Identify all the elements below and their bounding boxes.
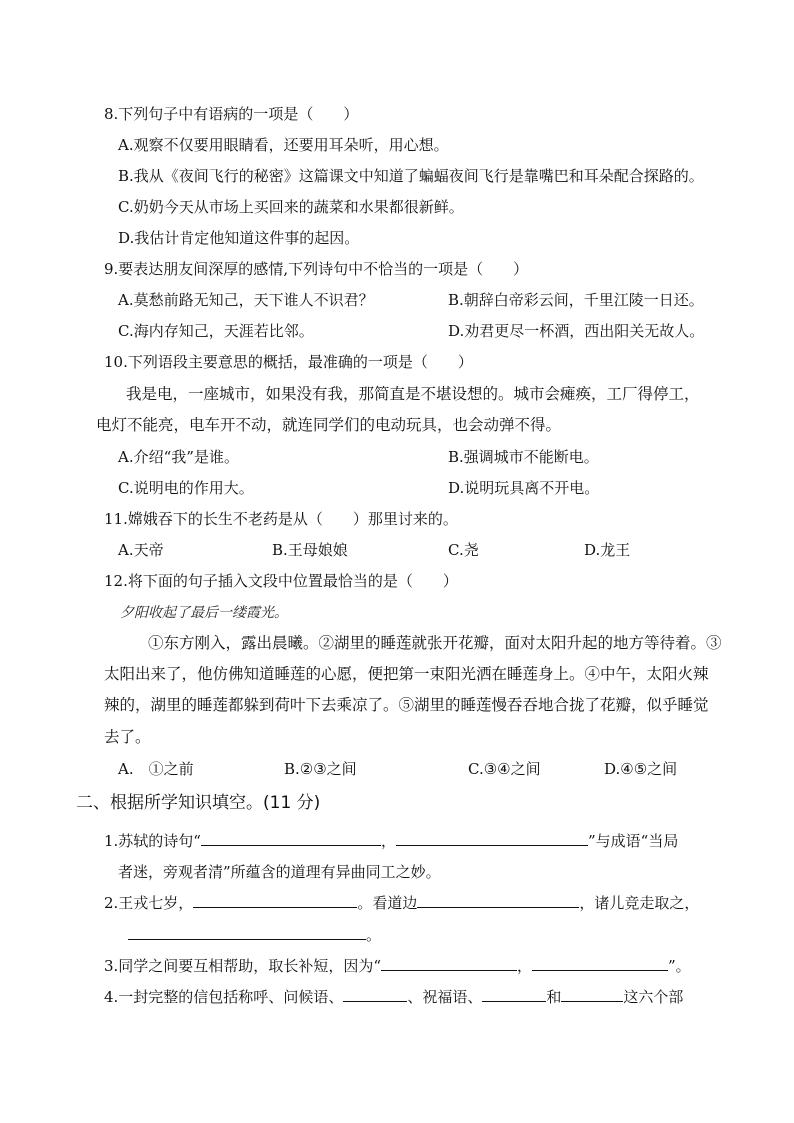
fill-3-blank-b[interactable] [532,956,668,971]
fill-1-blank-a[interactable] [201,831,381,846]
q11-option-a: A.天帝 [118,541,164,559]
q10-passage-line-1: 我是电，一座城市，如果没有我，那简直是不堪设想的。城市会瘫痪，工厂得停工， [126,385,700,403]
q12-option-a: A. ①之前 [118,760,194,778]
q12-passage-line-4: 去了。 [104,728,151,746]
fill-3-blank-a[interactable] [381,956,517,971]
fill-2-mid: 。看道边 [357,894,418,912]
q9-option-c: C.海内存知己，天涯若比邻。 [118,322,314,340]
q9-option-b: B.朝辞白帝彩云间，千里江陵一日还。 [448,291,704,309]
fill-2-line-1 [104,893,699,913]
fill-1-prefix: 1.苏轼的诗句“ [104,832,201,850]
q12-passage-line-1: ①东方刚入，露出晨曦。②湖里的睡莲就张开花瓣，面对太阳升起的地方等待着。③ [148,634,722,652]
q12-passage-line-2: 太阳出来了，他仿佛知道睡莲的心愿，便把第一束阳光洒在睡莲身上。④中午，太阳火辣 [104,665,709,683]
fill-2-end: 。 [366,926,382,944]
fill-4-prefix: 4.一封完整的信包括称呼、问候语、 [104,988,344,1006]
q12-option-d: D.④⑤之间 [604,760,678,778]
fill-4-mid-b: 和 [546,988,562,1006]
fill-3-comma: ， [516,957,532,975]
q12-stem: 12.将下面的句子插入文段中位置最恰当的是（ ） [104,572,458,590]
fill-4-suffix: 这六个部 [623,988,684,1006]
fill-2-suffix: ，诸儿竞走取之， [579,894,700,912]
q9-option-a: A.莫愁前路无知己，天下谁人不识君？ [118,291,374,309]
fill-1-comma: ， [380,832,396,850]
q9-option-d: D.劝君更尽一杯酒，西出阳关无故人。 [448,322,705,340]
fill-4-blank-b[interactable] [482,987,546,1002]
q8-option-b: B.我从《夜间飞行的秘密》这篇课文中知道了蝙蝠夜间飞行是靠嘴巴和耳朵配合探路的。 [118,167,704,185]
fill-1-suffix: ”与成语“当局 [588,832,679,850]
fill-4-mid-a: 、祝福语、 [407,988,483,1006]
q11-option-c: C.尧 [448,541,479,559]
q8-option-d: D.我估计肯定他知道这件事的起因。 [118,229,360,247]
q12-option-b: B.②③之间 [284,760,357,778]
fill-4-line [104,987,683,1007]
q10-passage-line-2: 电灯不能亮，电车开不动，就连同学们的电动玩具，也会动弹不得。 [96,416,562,434]
q11-option-b: B.王母娘娘 [272,541,348,559]
fill-2-prefix: 2.王戎七岁， [104,894,194,912]
q10-option-c: C.说明电的作用大。 [118,479,254,497]
q8-option-c: C.奶奶今天从市场上买回来的蔬菜和水果都很新鲜。 [118,198,464,216]
q8-stem: 8.下列句子中有语病的一项是（ ） [104,105,359,123]
fill-3-line [104,956,691,976]
fill-3-prefix: 3.同学之间要互相帮助，取长补短，因为“ [104,957,381,975]
fill-2-blank-b[interactable] [417,893,579,908]
q10-stem: 10.下列语段主要意思的概括，最准确的一项是（ ） [104,353,473,371]
section-2-title: 二、根据所学知识填空。(11 分) [76,793,321,813]
q12-passage-line-3: 辣的，湖里的睡莲都躲到荷叶下去乘凉了。⑤湖里的睡莲慢吞吞地合拢了花瓣，似乎睡觉 [104,696,709,714]
fill-4-blank-c[interactable] [561,987,623,1002]
q11-option-d: D.龙王 [584,541,631,559]
q12-insert-sentence: 夕阳收起了最后一缕霞光。 [120,605,288,621]
fill-1-line-2: 者迷，旁观者清”所蕴含的道理有异曲同工之妙。 [118,863,441,881]
q8-option-a: A.观察不仅要用眼睛看，还要用耳朵听，用心想。 [118,136,449,154]
fill-4-blank-a[interactable] [343,987,407,1002]
q9-stem: 9.要表达朋友间深厚的感情,下列诗句中不恰当的一项是（ ） [104,260,529,278]
q10-option-a: A.介绍“我”是谁。 [118,448,239,466]
q11-stem: 11.嫦娥吞下的长生不老药是从（ ）那里讨来的。 [104,510,458,528]
fill-1-blank-b[interactable] [396,831,588,846]
q10-option-b: B.强调城市不能断电。 [448,448,599,466]
q10-option-d: D.说明玩具离不开电。 [448,479,600,497]
fill-2-blank-a[interactable] [193,893,357,908]
fill-3-suffix: ”。 [668,957,691,975]
q12-option-c: C.③④之间 [468,760,541,778]
fill-2-line-2 [128,925,381,945]
fill-2-blank-c[interactable] [128,925,366,940]
fill-1-line-1 [104,831,678,851]
